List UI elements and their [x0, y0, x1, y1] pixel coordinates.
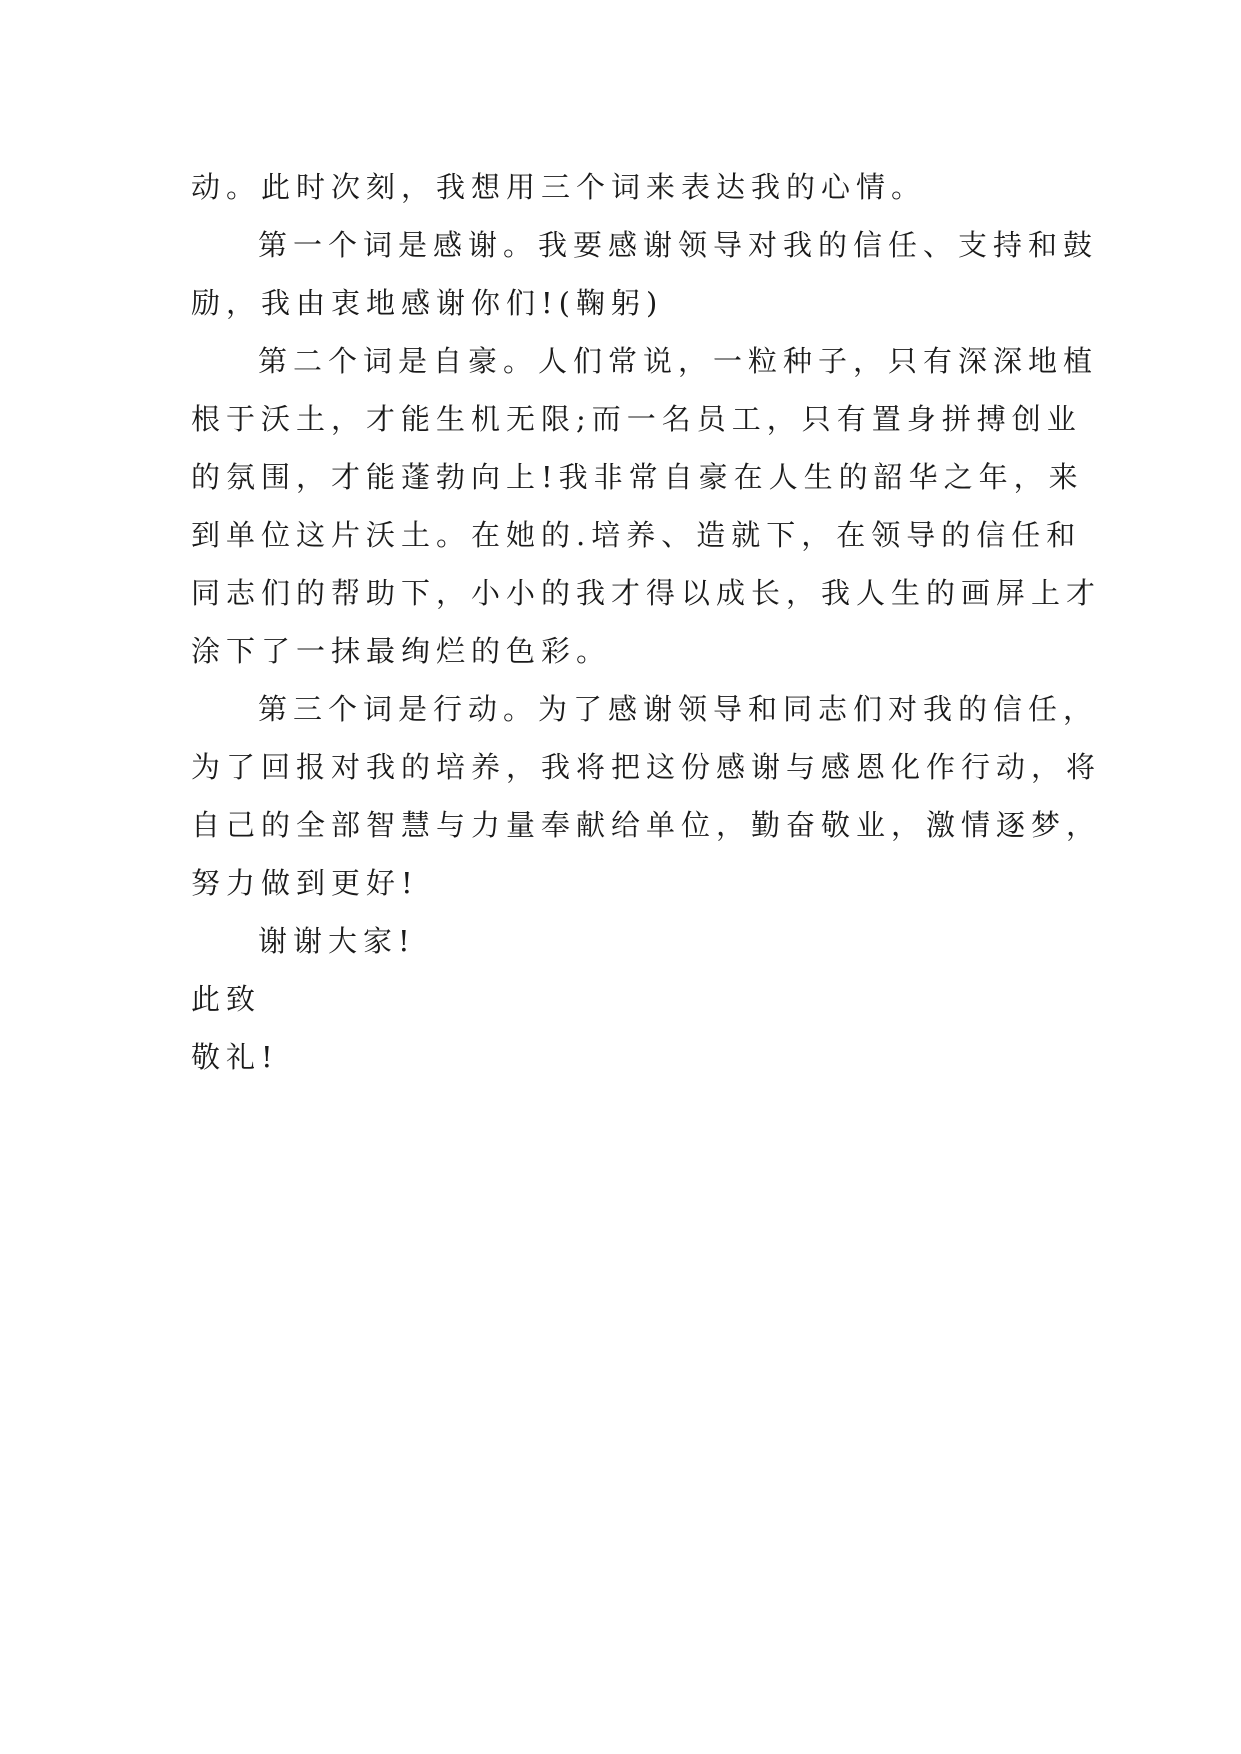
- text-line: 根于沃土，才能生机无限;而一名员工，只有置身拼搏创业: [191, 402, 1082, 436]
- text-line: 努力做到更好!: [191, 866, 419, 900]
- text-line: 的氛围，才能蓬勃向上!我非常自豪在人生的韶华之年，来: [191, 460, 1084, 494]
- closing-regards: 敬礼!: [191, 1040, 279, 1074]
- text-line: 励，我由衷地感谢你们!(鞠躬): [191, 286, 664, 320]
- letter-body: [191, 158, 1102, 1086]
- paragraph-first-line: 第三个词是行动。为了感谢领导和同志们对我的信任，: [258, 692, 1099, 726]
- text-line: 到单位这片沃土。在她的.培养、造就下，在领导的信任和: [191, 518, 1082, 552]
- text-line: 自己的全部智慧与力量奉献给单位，勤奋敬业，激情逐梦，: [191, 808, 1102, 842]
- closing-salutation: 此致: [191, 982, 262, 1016]
- closing-thanks: 谢谢大家!: [258, 924, 416, 958]
- paragraph-first-line: 第一个词是感谢。我要感谢领导对我的信任、支持和鼓: [258, 228, 1099, 262]
- text-line: 动。此时次刻，我想用三个词来表达我的心情。: [191, 170, 927, 204]
- text-line: 同志们的帮助下，小小的我才得以成长，我人生的画屏上才: [191, 576, 1102, 610]
- text-line: 涂下了一抹最绚烂的色彩。: [191, 634, 612, 668]
- text-line: 为了回报对我的培养，我将把这份感谢与感恩化作行动，将: [191, 750, 1102, 784]
- paragraph-first-line: 第二个词是自豪。人们常说，一粒种子，只有深深地植: [258, 344, 1099, 378]
